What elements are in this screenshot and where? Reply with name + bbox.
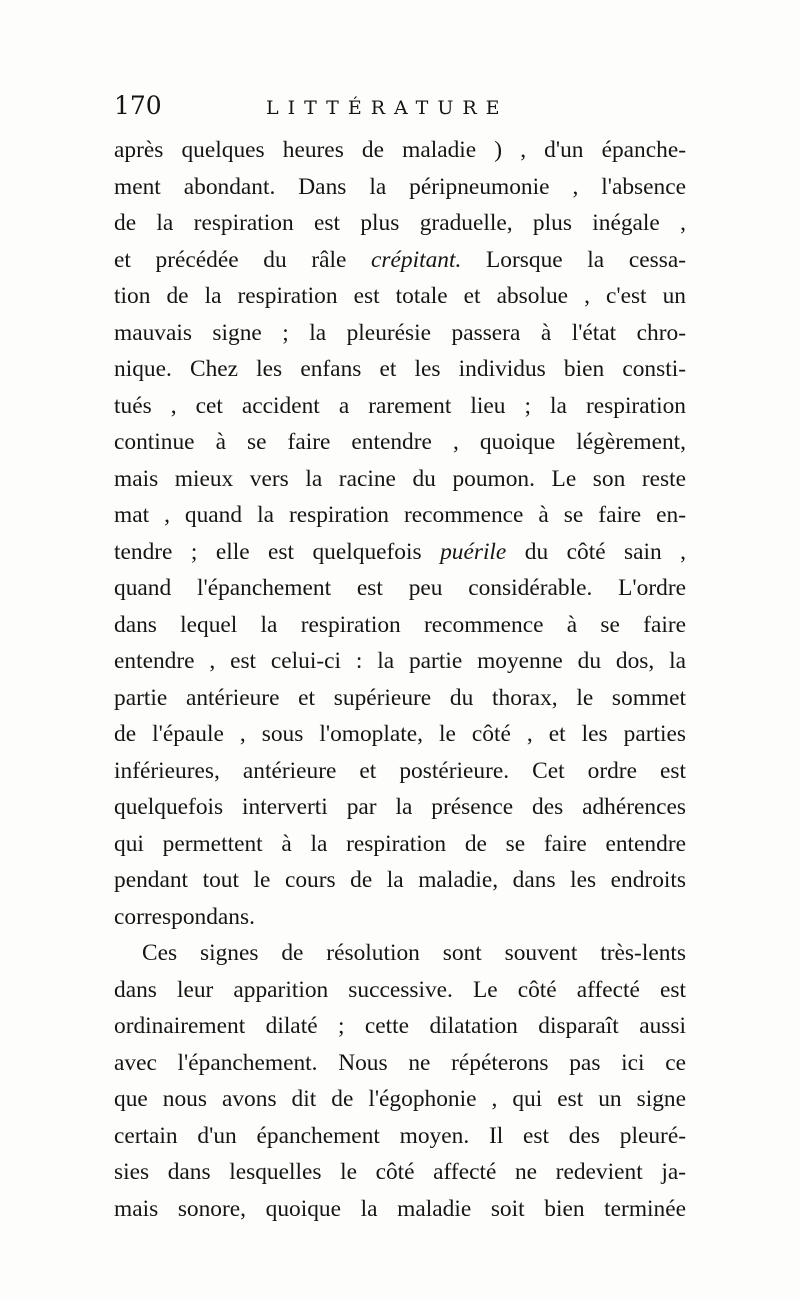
italic-term: puérile	[440, 538, 507, 565]
text-line: ment abondant. Dans la péripneumonie , l'absence	[114, 173, 686, 200]
section-title: LITTÉRATURE	[266, 97, 509, 119]
text-line: continue à se faire entendre , quoique légèrement,	[114, 429, 686, 455]
text-line: sies dans lesquelles le côté affecté ne redevient ja-	[114, 1159, 686, 1185]
text-line: mauvais signe ; la pleurésie passera à l'état chro-	[114, 319, 686, 346]
text-line: pendant tout le cours de la maladie, dans les endroits	[114, 867, 686, 893]
text-line: et précédée du râle crépitant. Lorsque la cessa-	[114, 246, 686, 273]
italic-term: crépitant.	[371, 246, 462, 273]
text-line: tués , cet accident a rarement lieu ; la respiration	[114, 392, 686, 419]
text-line: dans leur apparition successive. Le côté affecté est	[114, 976, 686, 1003]
text-line: nique. Chez les enfans et les individus bien consti-	[114, 356, 686, 382]
text-line: tion de la respiration est totale et absolue , c'est un	[114, 283, 686, 309]
text-line: avec l'épanchement. Nous ne répéterons pas ici ce	[114, 1049, 686, 1076]
text-line: quand l'épanchement est peu considérable. L'ordre	[114, 575, 686, 601]
text-line: ordinairement dilaté ; cette dilatation disparaît aussi	[114, 1013, 686, 1039]
text-line: de l'épaule , sous l'omoplate, le côté , et les parties	[114, 721, 686, 747]
text-line: après quelques heures de maladie ) , d'un épanche-	[114, 137, 686, 163]
text-line: inférieures, antérieure et postérieure. Cet ordre est	[114, 757, 686, 784]
text-line: partie antérieure et supérieure du thorax, le sommet	[114, 684, 686, 711]
text-line: que nous avons dit de l'égophonie , qui est un signe	[114, 1086, 686, 1112]
text-line: dans lequel la respiration recommence à se faire	[114, 611, 686, 638]
text-line: de la respiration est plus graduelle, plus inégale ,	[114, 210, 686, 236]
text-line: tendre ; elle est quelquefois puérile du côté sain ,	[114, 538, 686, 565]
text-line: entendre , est celui-ci : la partie moyenne du dos, la	[114, 648, 686, 674]
running-head	[114, 90, 686, 130]
text-line: quelquefois interverti par la présence des adhérences	[114, 794, 686, 820]
text-line: mais mieux vers la racine du poumon. Le son reste	[114, 465, 686, 492]
page-number: 170	[114, 91, 162, 120]
text-line: certain d'un épanchement moyen. Il est des pleuré-	[114, 1122, 686, 1149]
body-text	[114, 132, 686, 1227]
text-line: correspondans.	[114, 903, 255, 930]
text-line: qui permettent à la respiration de se faire entendre	[114, 830, 686, 857]
text-line: mais sonore, quoique la maladie soit bien terminée	[114, 1195, 686, 1222]
text-line: Ces signes de résolution sont souvent très-lents	[142, 940, 686, 966]
text-line: mat , quand la respiration recommence à se faire en-	[114, 502, 686, 528]
